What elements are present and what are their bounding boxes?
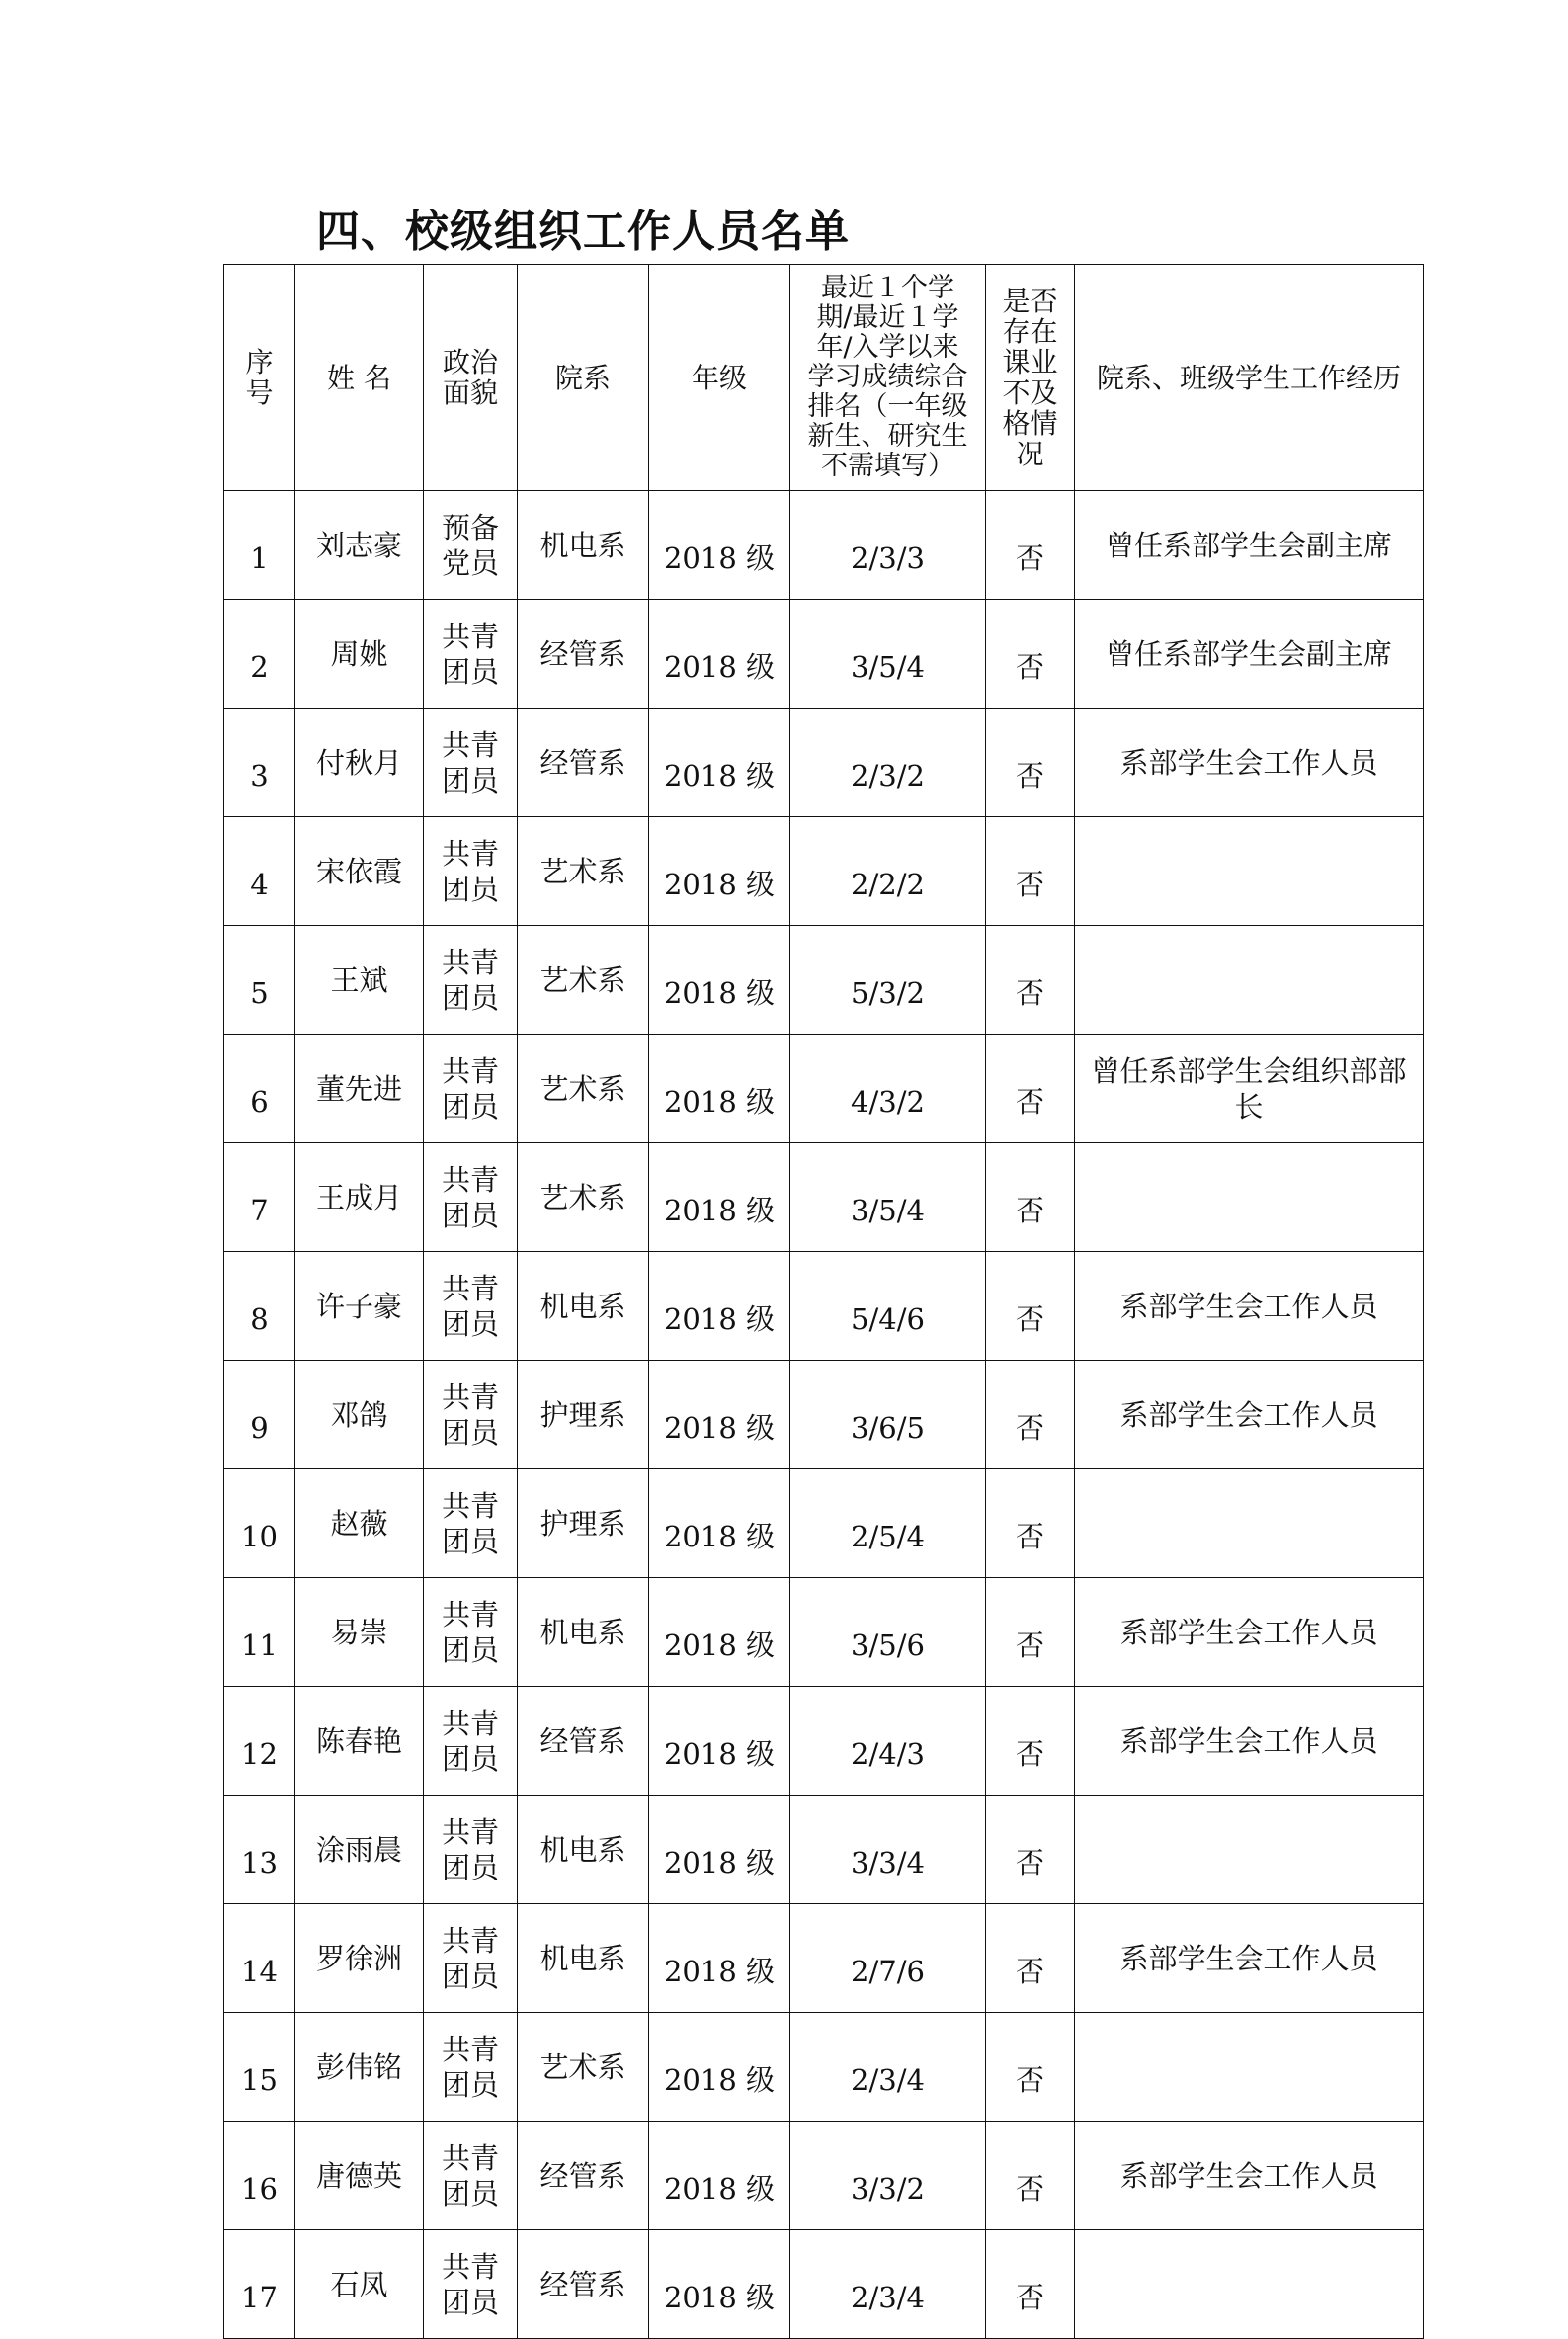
cell-experience: 系部学生会工作人员 — [1075, 1361, 1424, 1469]
cell-grade: 2018 级 — [649, 709, 790, 817]
header-political: 政治面貌 — [424, 265, 518, 491]
cell-failed: 否 — [986, 1904, 1075, 2013]
cell-political: 共青团员 — [424, 1143, 518, 1252]
header-ranking: 最近１个学期/最近１学年/入学以来学习成绩综合排名（一年级新生、研究生不需填写） — [790, 265, 986, 491]
cell-grade: 2018 级 — [649, 1252, 790, 1361]
cell-ranking: 2/3/4 — [790, 2013, 986, 2122]
cell-name: 彭伟铭 — [295, 2013, 424, 2122]
cell-name: 陈春艳 — [295, 1687, 424, 1796]
cell-dept: 机电系 — [518, 1252, 649, 1361]
cell-seq: 4 — [224, 817, 295, 926]
cell-grade: 2018 级 — [649, 2230, 790, 2339]
cell-seq: 8 — [224, 1252, 295, 1361]
table-row — [224, 1361, 1424, 1469]
cell-dept: 艺术系 — [518, 926, 649, 1035]
table-row — [224, 600, 1424, 709]
cell-name: 石凤 — [295, 2230, 424, 2339]
cell-name: 易崇 — [295, 1578, 424, 1687]
cell-experience — [1075, 926, 1424, 1035]
header-dept: 院系 — [518, 265, 649, 491]
cell-ranking: 2/5/4 — [790, 1469, 986, 1578]
cell-failed: 否 — [986, 1035, 1075, 1143]
table-row — [224, 1904, 1424, 2013]
cell-name: 刘志豪 — [295, 491, 424, 600]
cell-dept: 艺术系 — [518, 2013, 649, 2122]
cell-political: 共青团员 — [424, 2122, 518, 2230]
cell-seq: 6 — [224, 1035, 295, 1143]
cell-seq: 3 — [224, 709, 295, 817]
cell-seq: 13 — [224, 1796, 295, 1904]
cell-dept: 机电系 — [518, 491, 649, 600]
cell-experience — [1075, 1469, 1424, 1578]
cell-experience — [1075, 1796, 1424, 1904]
cell-political: 共青团员 — [424, 817, 518, 926]
cell-ranking: 3/6/5 — [790, 1361, 986, 1469]
cell-political: 共青团员 — [424, 1687, 518, 1796]
cell-political: 共青团员 — [424, 1035, 518, 1143]
cell-failed: 否 — [986, 1361, 1075, 1469]
table-row — [224, 709, 1424, 817]
cell-name: 唐德英 — [295, 2122, 424, 2230]
header-experience: 院系、班级学生工作经历 — [1075, 265, 1424, 491]
cell-name: 罗徐洲 — [295, 1904, 424, 2013]
header-failed: 是否存在课业不及格情况 — [986, 265, 1075, 491]
cell-seq: 15 — [224, 2013, 295, 2122]
cell-political: 共青团员 — [424, 600, 518, 709]
cell-experience — [1075, 2013, 1424, 2122]
cell-political: 共青团员 — [424, 926, 518, 1035]
cell-seq: 2 — [224, 600, 295, 709]
cell-ranking: 2/2/2 — [790, 817, 986, 926]
cell-ranking: 5/3/2 — [790, 926, 986, 1035]
cell-experience: 曾任系部学生会副主席 — [1075, 600, 1424, 709]
table-row — [224, 926, 1424, 1035]
cell-name: 王斌 — [295, 926, 424, 1035]
cell-political: 预备党员 — [424, 491, 518, 600]
header-name: 姓 名 — [295, 265, 424, 491]
cell-seq: 1 — [224, 491, 295, 600]
cell-failed: 否 — [986, 1252, 1075, 1361]
cell-seq: 12 — [224, 1687, 295, 1796]
cell-grade: 2018 级 — [649, 491, 790, 600]
table-row — [224, 2122, 1424, 2230]
cell-political: 共青团员 — [424, 1469, 518, 1578]
cell-ranking: 2/4/3 — [790, 1687, 986, 1796]
cell-ranking: 3/5/4 — [790, 600, 986, 709]
cell-dept: 护理系 — [518, 1361, 649, 1469]
table-body — [224, 491, 1424, 2339]
cell-name: 赵薇 — [295, 1469, 424, 1578]
table-row — [224, 817, 1424, 926]
table-row — [224, 1578, 1424, 1687]
cell-failed: 否 — [986, 2122, 1075, 2230]
cell-dept: 艺术系 — [518, 1143, 649, 1252]
cell-name: 宋依霞 — [295, 817, 424, 926]
cell-seq: 14 — [224, 1904, 295, 2013]
cell-failed: 否 — [986, 600, 1075, 709]
cell-failed: 否 — [986, 491, 1075, 600]
cell-grade: 2018 级 — [649, 2122, 790, 2230]
cell-political: 共青团员 — [424, 2013, 518, 2122]
cell-experience — [1075, 1143, 1424, 1252]
cell-ranking: 2/3/2 — [790, 709, 986, 817]
cell-name: 邓鸽 — [295, 1361, 424, 1469]
cell-experience: 系部学生会工作人员 — [1075, 1904, 1424, 2013]
cell-seq: 5 — [224, 926, 295, 1035]
cell-failed: 否 — [986, 1578, 1075, 1687]
cell-dept: 经管系 — [518, 1687, 649, 1796]
cell-name: 王成月 — [295, 1143, 424, 1252]
table-header-row — [224, 265, 1424, 491]
cell-ranking: 2/7/6 — [790, 1904, 986, 2013]
cell-dept: 经管系 — [518, 709, 649, 817]
cell-ranking: 3/5/6 — [790, 1578, 986, 1687]
cell-failed: 否 — [986, 1687, 1075, 1796]
table-row — [224, 491, 1424, 600]
cell-name: 涂雨晨 — [295, 1796, 424, 1904]
cell-grade: 2018 级 — [649, 1361, 790, 1469]
page-title: 四、校级组织工作人员名单 — [316, 207, 850, 257]
cell-grade: 2018 级 — [649, 2013, 790, 2122]
cell-grade: 2018 级 — [649, 1035, 790, 1143]
cell-seq: 10 — [224, 1469, 295, 1578]
cell-dept: 机电系 — [518, 1904, 649, 2013]
table-row — [224, 1469, 1424, 1578]
table-row — [224, 2013, 1424, 2122]
table-row — [224, 2230, 1424, 2339]
table-row — [224, 1796, 1424, 1904]
cell-dept: 护理系 — [518, 1469, 649, 1578]
cell-dept: 经管系 — [518, 600, 649, 709]
cell-dept: 机电系 — [518, 1796, 649, 1904]
table-row — [224, 1687, 1424, 1796]
cell-dept: 艺术系 — [518, 817, 649, 926]
header-grade: 年级 — [649, 265, 790, 491]
cell-seq: 11 — [224, 1578, 295, 1687]
cell-grade: 2018 级 — [649, 1143, 790, 1252]
cell-experience: 系部学生会工作人员 — [1075, 2122, 1424, 2230]
table-row — [224, 1143, 1424, 1252]
cell-dept: 艺术系 — [518, 1035, 649, 1143]
cell-failed: 否 — [986, 2230, 1075, 2339]
cell-experience: 系部学生会工作人员 — [1075, 1578, 1424, 1687]
cell-ranking: 3/3/2 — [790, 2122, 986, 2230]
cell-political: 共青团员 — [424, 1578, 518, 1687]
staff-roster-table — [223, 264, 1424, 2339]
cell-name: 许子豪 — [295, 1252, 424, 1361]
cell-seq: 7 — [224, 1143, 295, 1252]
cell-dept: 经管系 — [518, 2122, 649, 2230]
cell-dept: 机电系 — [518, 1578, 649, 1687]
cell-name: 董先进 — [295, 1035, 424, 1143]
cell-failed: 否 — [986, 1469, 1075, 1578]
table-row — [224, 1252, 1424, 1361]
cell-failed: 否 — [986, 926, 1075, 1035]
cell-ranking: 5/4/6 — [790, 1252, 986, 1361]
cell-ranking: 2/3/4 — [790, 2230, 986, 2339]
cell-ranking: 3/5/4 — [790, 1143, 986, 1252]
cell-ranking: 3/3/4 — [790, 1796, 986, 1904]
cell-political: 共青团员 — [424, 2230, 518, 2339]
cell-grade: 2018 级 — [649, 817, 790, 926]
cell-failed: 否 — [986, 1796, 1075, 1904]
cell-seq: 9 — [224, 1361, 295, 1469]
cell-dept: 经管系 — [518, 2230, 649, 2339]
cell-experience: 系部学生会工作人员 — [1075, 1252, 1424, 1361]
cell-grade: 2018 级 — [649, 1578, 790, 1687]
cell-political: 共青团员 — [424, 1361, 518, 1469]
cell-grade: 2018 级 — [649, 1469, 790, 1578]
cell-grade: 2018 级 — [649, 1796, 790, 1904]
cell-experience: 曾任系部学生会组织部部长 — [1075, 1035, 1424, 1143]
cell-failed: 否 — [986, 1143, 1075, 1252]
cell-failed: 否 — [986, 709, 1075, 817]
cell-seq: 17 — [224, 2230, 295, 2339]
cell-political: 共青团员 — [424, 709, 518, 817]
cell-failed: 否 — [986, 817, 1075, 926]
cell-political: 共青团员 — [424, 1252, 518, 1361]
cell-political: 共青团员 — [424, 1904, 518, 2013]
cell-grade: 2018 级 — [649, 1904, 790, 2013]
cell-grade: 2018 级 — [649, 600, 790, 709]
cell-failed: 否 — [986, 2013, 1075, 2122]
table-row — [224, 1035, 1424, 1143]
cell-ranking: 2/3/3 — [790, 491, 986, 600]
cell-name: 付秋月 — [295, 709, 424, 817]
cell-experience: 系部学生会工作人员 — [1075, 1687, 1424, 1796]
cell-grade: 2018 级 — [649, 926, 790, 1035]
cell-experience — [1075, 2230, 1424, 2339]
cell-political: 共青团员 — [424, 1796, 518, 1904]
cell-experience: 曾任系部学生会副主席 — [1075, 491, 1424, 600]
cell-experience: 系部学生会工作人员 — [1075, 709, 1424, 817]
cell-ranking: 4/3/2 — [790, 1035, 986, 1143]
cell-seq: 16 — [224, 2122, 295, 2230]
header-seq: 序号 — [224, 265, 295, 491]
cell-grade: 2018 级 — [649, 1687, 790, 1796]
cell-experience — [1075, 817, 1424, 926]
cell-name: 周姚 — [295, 600, 424, 709]
